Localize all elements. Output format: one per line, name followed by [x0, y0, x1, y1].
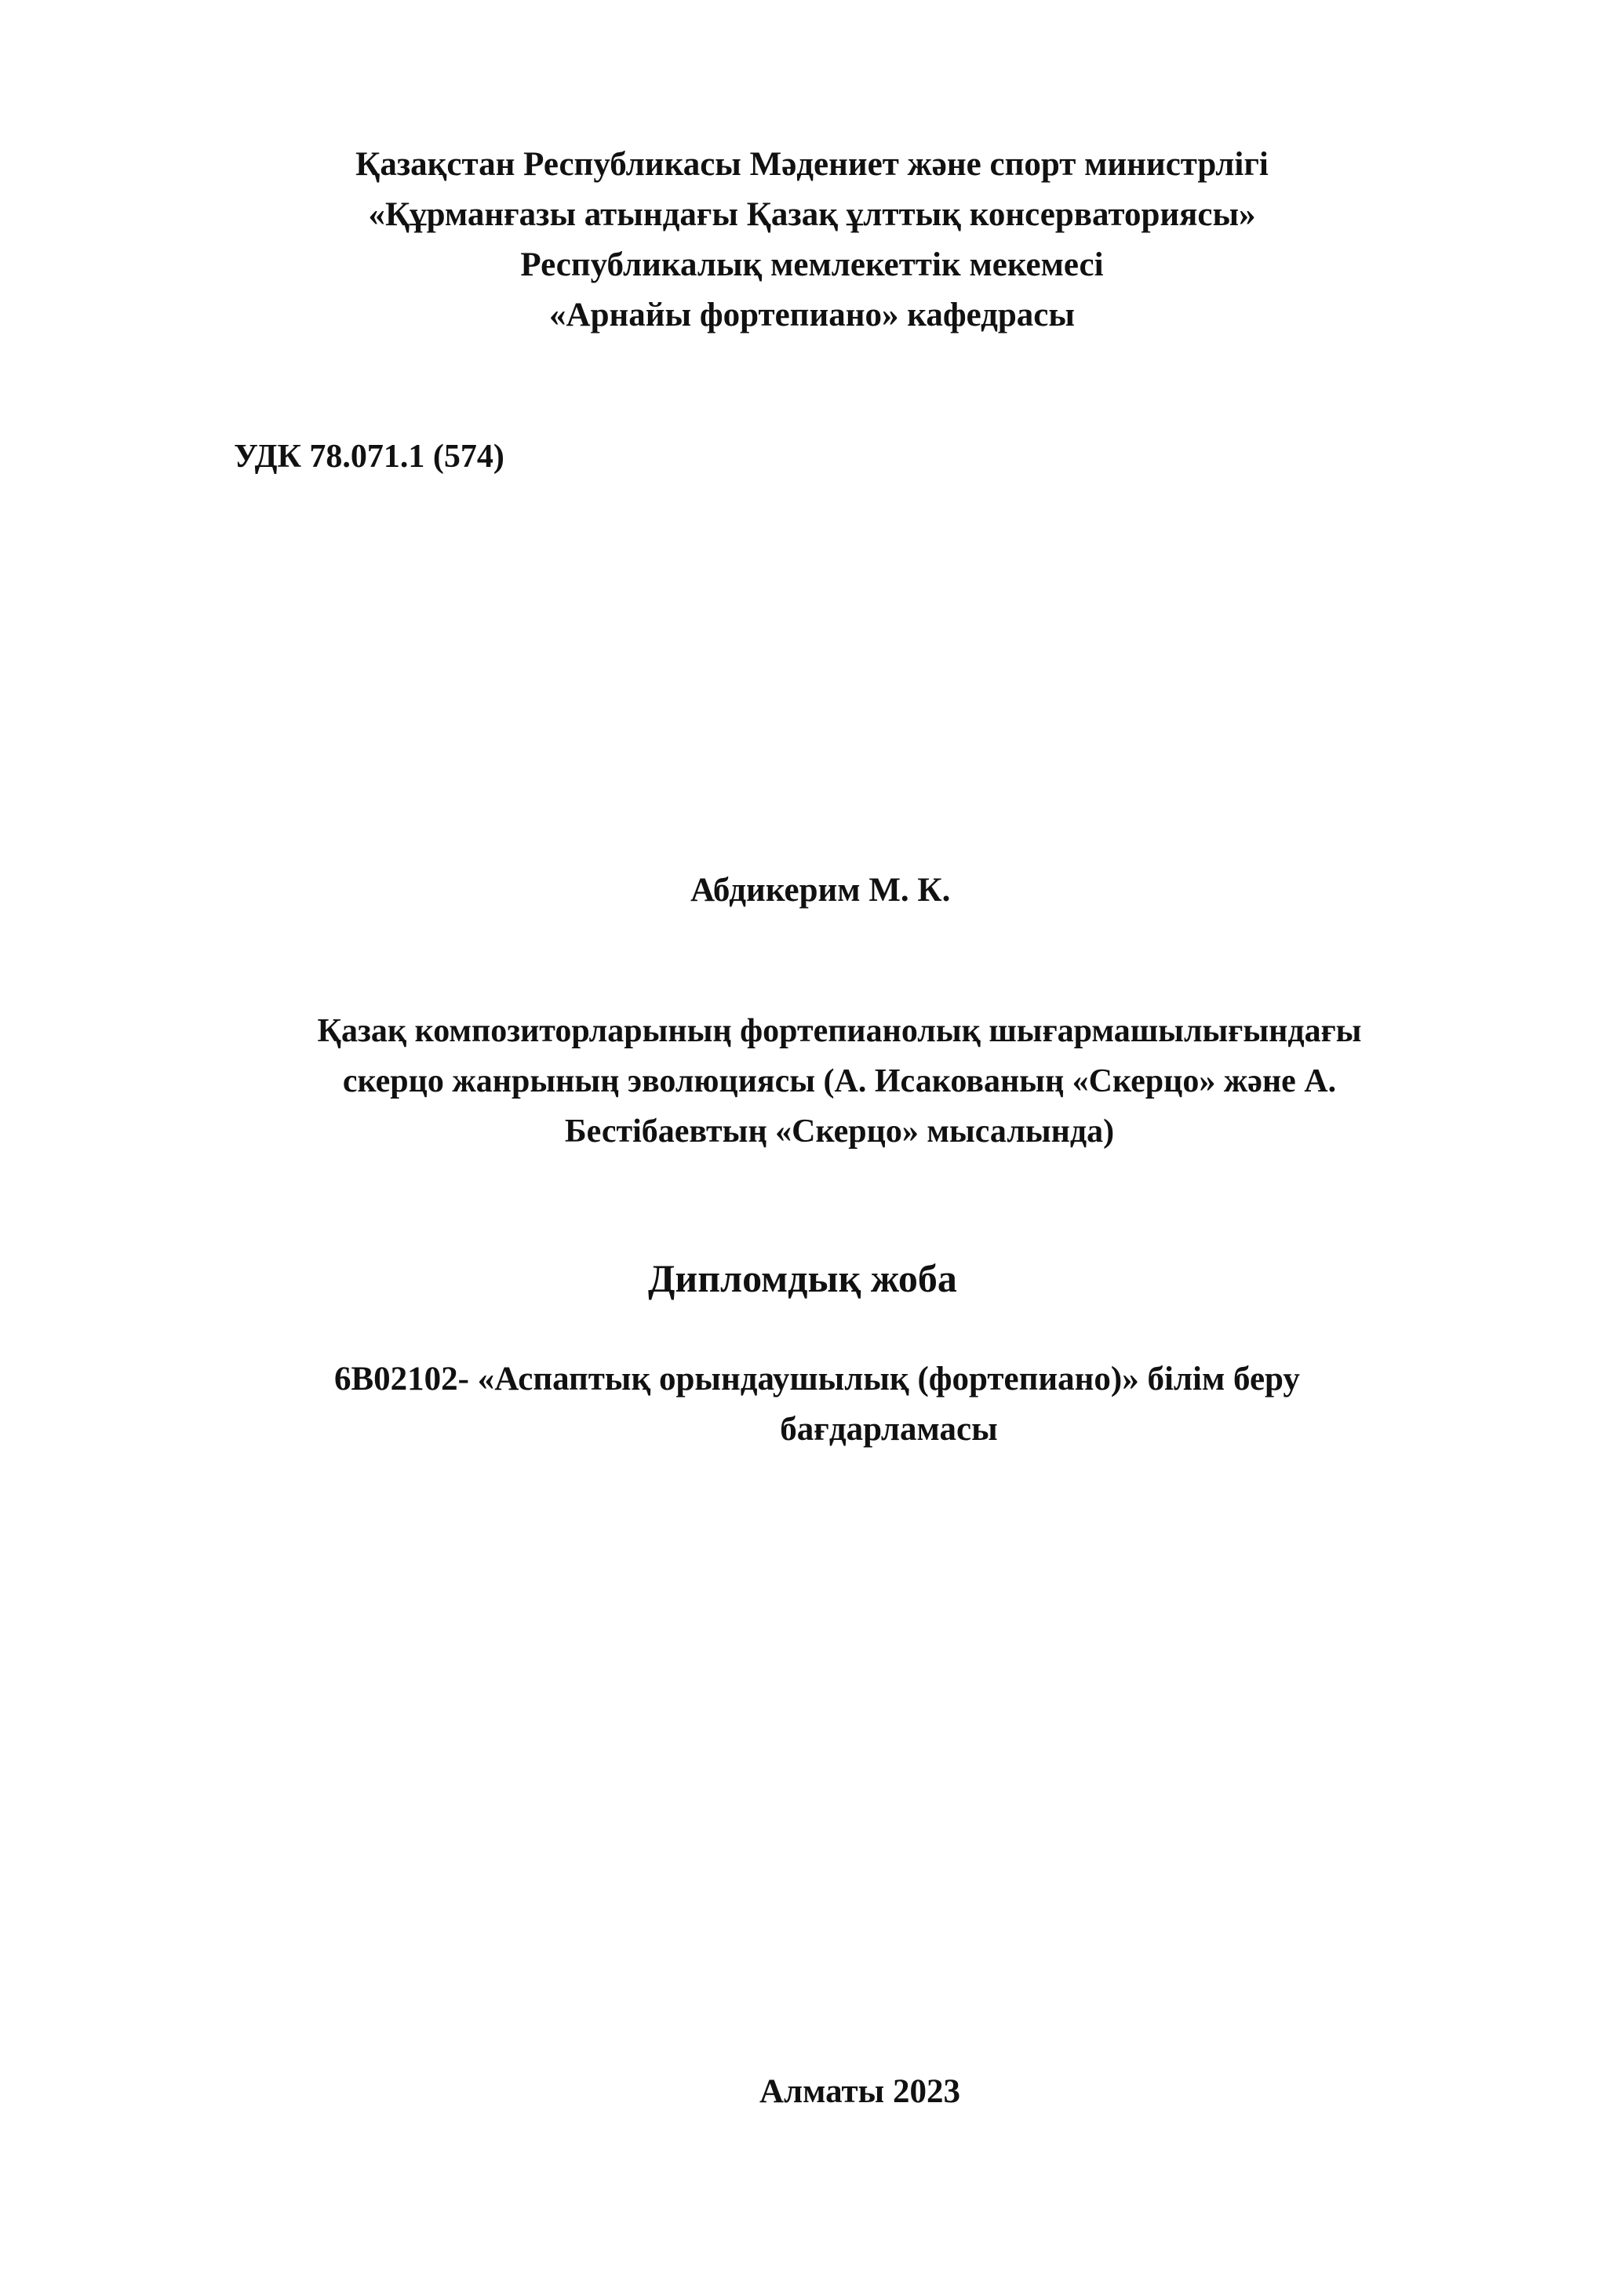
program-line-1: 6В02102- «Аспаптық орындаушылық (фортепиано)» білім беру [334, 1361, 1300, 1398]
department-line: «Арнайы фортепиано» кафедрасы [549, 297, 1075, 333]
education-program [334, 1354, 1444, 1455]
ministry-line: Қазақстан Республикасы Мәдениет және спорт министрлігі [355, 146, 1269, 183]
conservatory-line: «Құрманғазы атындағы Қазақ ұлттық консерваториясы» [368, 196, 1256, 233]
thesis-title-line-2: скерцо жанрының эволюциясы (А. Исакованың «Скерцо» және А. [342, 1063, 1337, 1099]
institution-header [0, 140, 1624, 341]
thesis-title-line-1: Қазақ композиторларының фортепианолық шығармашылығындағы [317, 1013, 1362, 1049]
udc-code: УДК 78.071.1 (574) [234, 439, 504, 475]
institution-type-line: Республикалық мемлекеттік мекемесі [520, 246, 1104, 283]
thesis-title [0, 1006, 1624, 1157]
author-name: Абдикерим М. К. [690, 872, 951, 909]
program-line-2: бағдарламасы [780, 1411, 998, 1448]
work-type: Дипломдық жоба [648, 1256, 957, 1300]
city-year: Алматы 2023 [759, 2073, 961, 2110]
thesis-title-line-3: Бестібаевтың «Скерцо» мысалында) [564, 1113, 1115, 1150]
